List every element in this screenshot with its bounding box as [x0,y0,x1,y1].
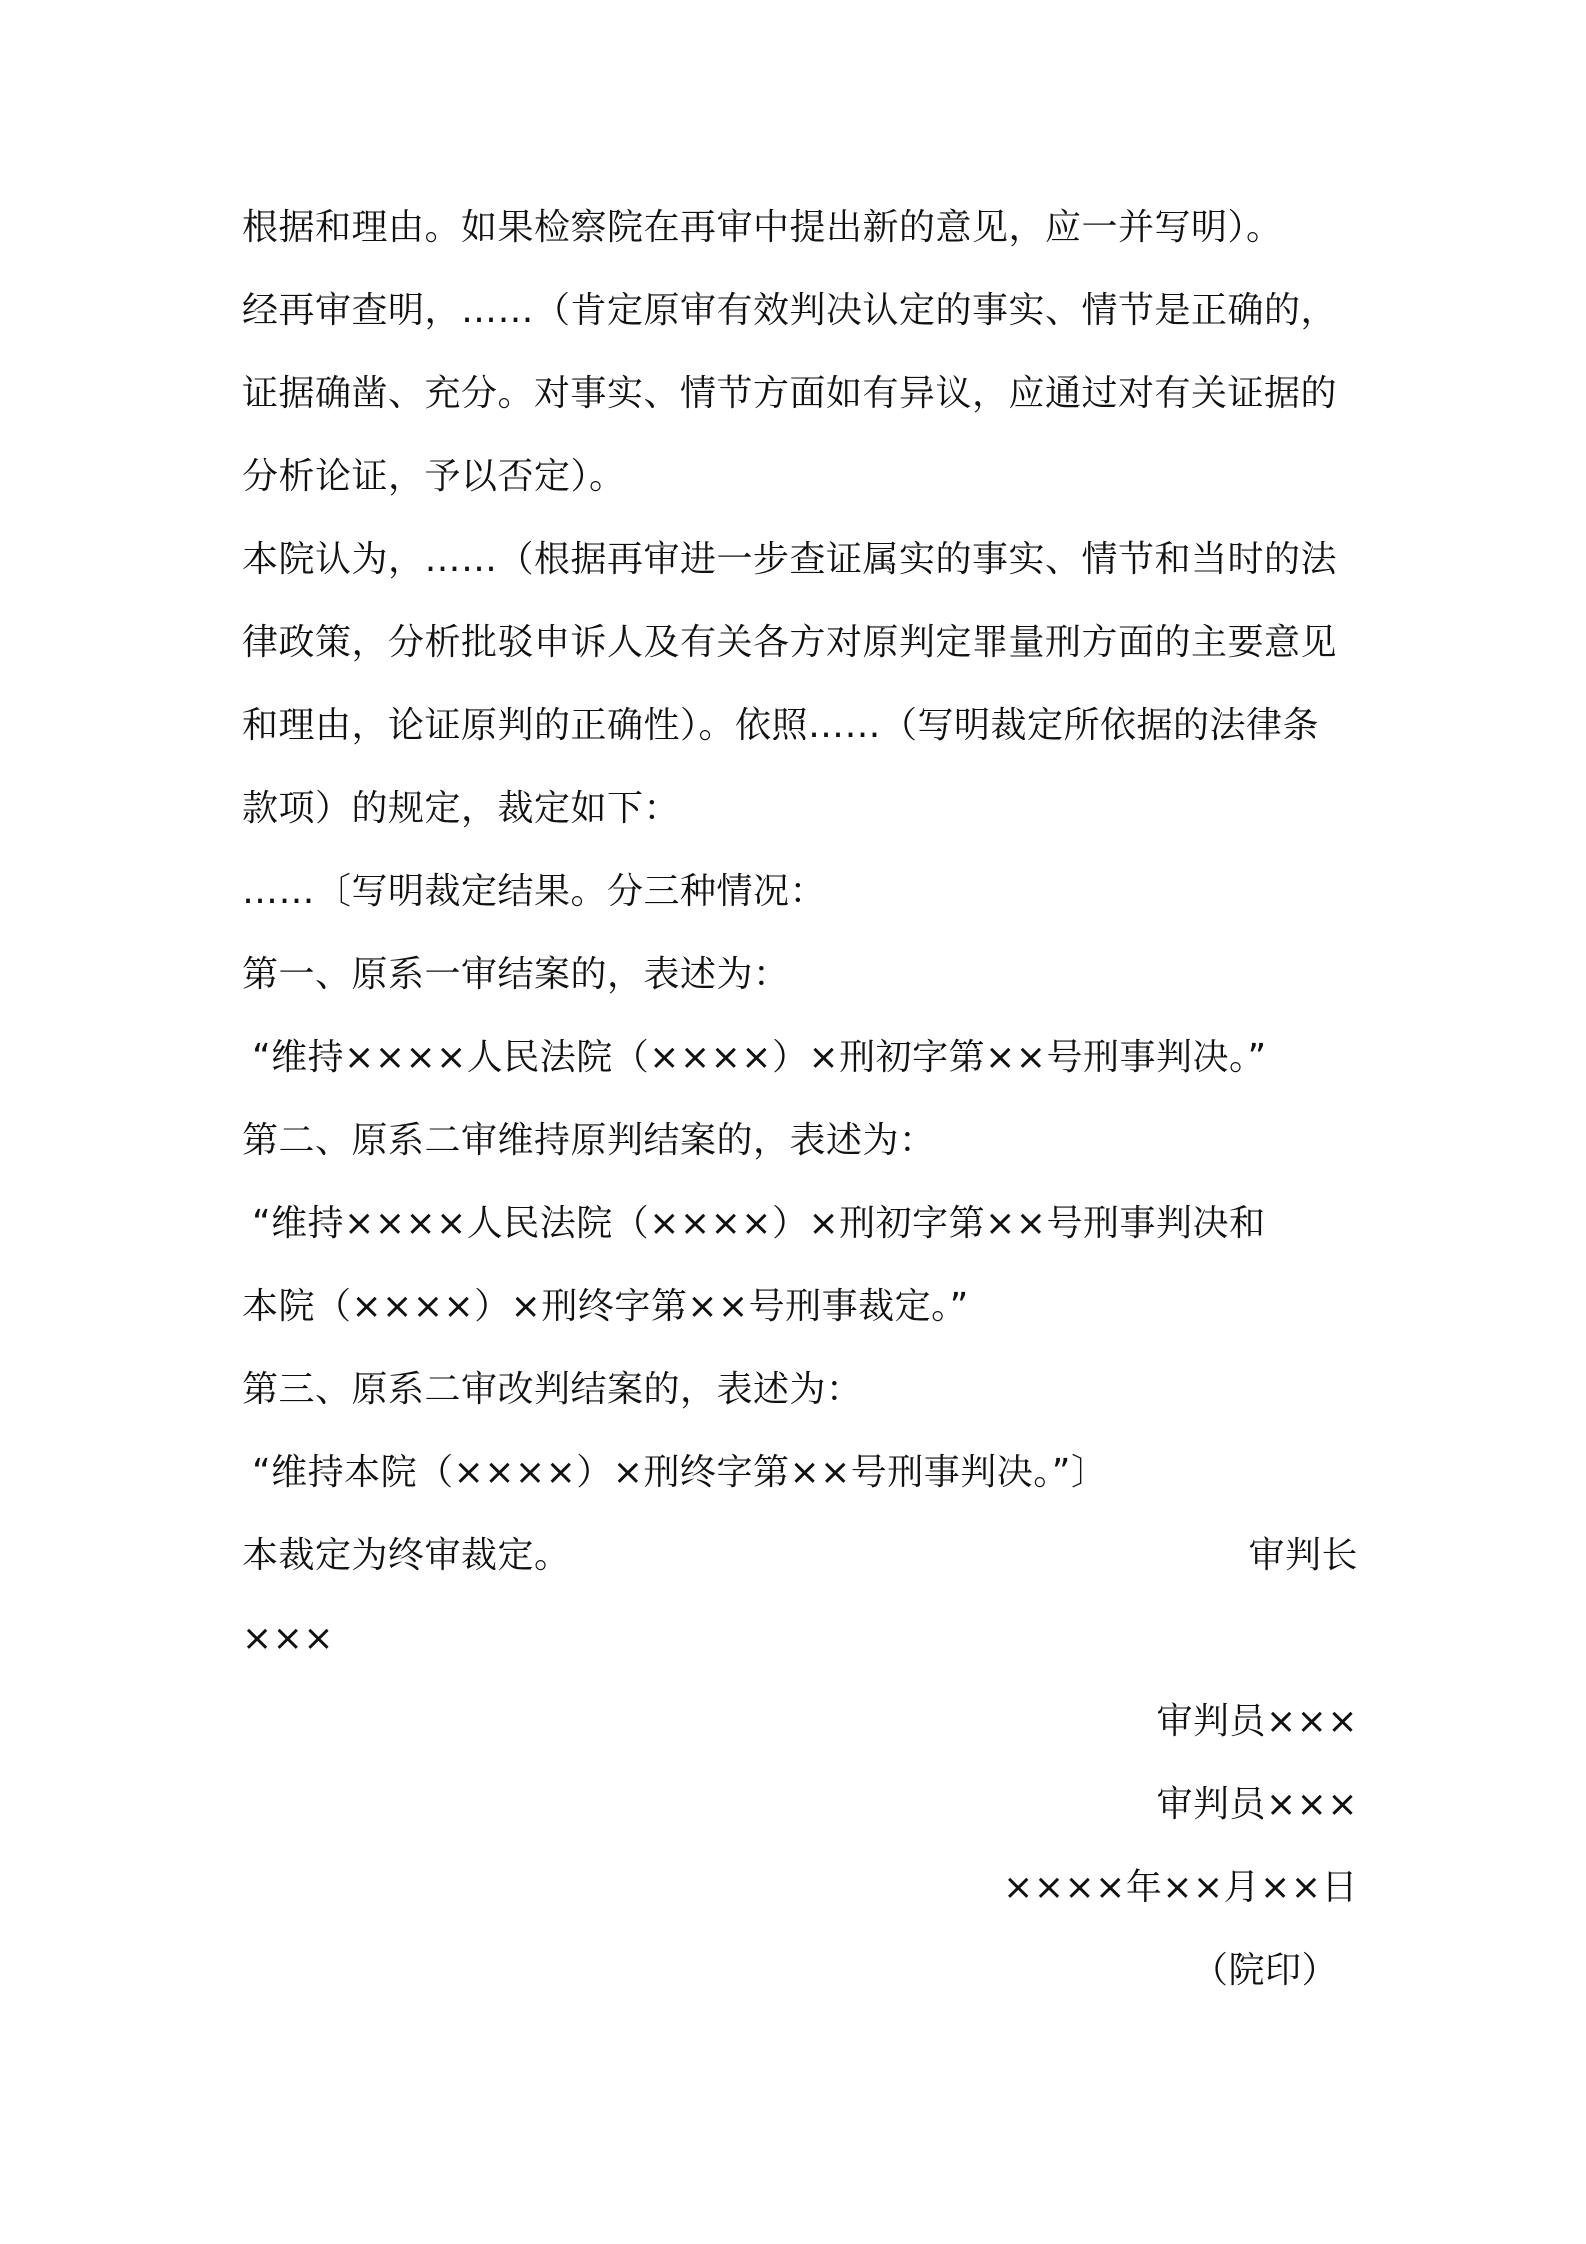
body-line-4: 分析论证，予以否定）。 [242,456,626,497]
body-line-13: “维持××××人民法院（××××）×刑初字第××号刑事判决和 [252,1203,1266,1244]
body-line-5: 本院认为，……（根据再审进一步查证属实的事实、情节和当时的法 [242,539,1338,580]
body-line-15: 第三、原系二审改判结案的，表述为： [242,1369,863,1410]
judge-signature-2: 审判员××× [1156,1784,1358,1825]
body-line-2: 经再审查明，……（肯定原审有效判决认定的事实、情节是正确的， [242,290,1338,331]
body-line-7: 和理由，论证原判的正确性）。依照……（写明裁定所依据的法律条 [242,705,1320,746]
body-line-11: “维持××××人民法院（××××）×刑初字第××号刑事判决。” [252,1037,1267,1078]
final-line-row [242,1532,1358,1580]
ruling-date: ××××年××月××日 [1003,1867,1358,1908]
body-line-10: 第一、原系一审结案的，表述为： [242,954,790,995]
body-line-6: 律政策，分析批驳申诉人及有关各方对原判定罪量刑方面的主要意见 [242,622,1338,663]
chief-judge-name: ××× [242,1618,334,1659]
body-line-12: 第二、原系二审维持原判结案的，表述为： [242,1120,936,1161]
final-statement: 本裁定为终审裁定。 [242,1535,571,1576]
judge-signature-1: 审判员××× [1156,1701,1358,1742]
court-seal-label: （院印） [1191,1950,1338,1991]
body-line-14: 本院（××××）×刑终字第××号刑事裁定。” [242,1286,969,1327]
body-line-8: 款项）的规定，裁定如下： [242,788,681,829]
body-line-9: ……〔写明裁定结果。分三种情况： [242,871,827,912]
body-line-16: “维持本院（××××）×刑终字第××号刑事判决。”〕 [252,1452,1108,1493]
chief-judge-label: 审判长 [1248,1535,1358,1576]
body-line-3: 证据确凿、充分。对事实、情节方面如有异议，应通过对有关证据的 [242,373,1338,414]
body-line-1: 根据和理由。如果检察院在再审中提出新的意见，应一并写明）。 [242,207,1283,248]
